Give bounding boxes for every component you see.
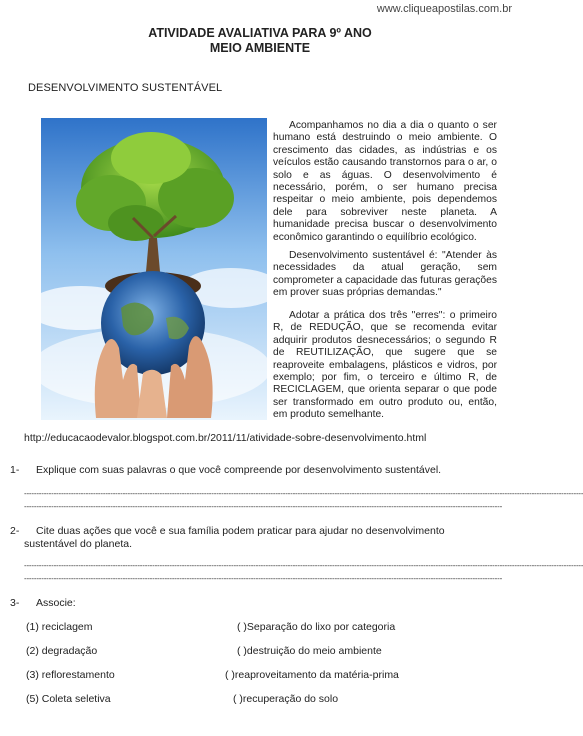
association-answer-slot[interactable]: ( )reaproveitamento da matéria-prima	[225, 669, 399, 681]
association-term: (1) reciclagem	[26, 621, 93, 633]
association-term: (2) degradação	[26, 645, 98, 657]
question-2-text-line-2: sustentável do planeta.	[24, 538, 132, 550]
question-2-text-line-1: Cite duas ações que você e sua família podem praticar para ajudar no desenvolvimento	[36, 525, 445, 537]
section-title: DESENVOLVIMENTO SUSTENTÁVEL	[28, 82, 223, 94]
association-term: (5) Coleta seletiva	[26, 693, 111, 705]
article-paragraph-2: Desenvolvimento sustentável é: "Atender às necessidades da atual geração, sem comprometer a capacidade das futuras gerações em prover suas próprias demandas."	[273, 250, 497, 299]
association-answer-slot[interactable]: ( )Separação do lixo por categoria	[237, 621, 396, 633]
article-paragraph-1: Acompanhamos no dia a dia o quanto o ser humano está destruindo o meio ambiente. O crescimento das cidades, as indústrias e os veículos estão causando transtornos para o ar, o solo e as águas. O desenvolvimento é necessário, porém, o ser humano precisa respeitar o meio ambiente, pois dependemos dele para sobreviver neste planeta. A humanidade precisa buscar o desenvolvimento econômico garantindo o equilíbrio ecológico.	[273, 120, 497, 243]
page-subtitle: MEIO AMBIENTE	[209, 41, 311, 55]
question-3-number: 3-	[10, 597, 20, 609]
question-3-text: Associe:	[36, 597, 76, 609]
answer-line[interactable]: -----------------------------------------------------------------------------------------------------------------------------------------------------------------------------------------------------------------------------------	[24, 489, 583, 498]
site-watermark: www.cliqueapostilas.com.br	[376, 3, 512, 15]
question-1-text: Explique com suas palavras o que você compreende por desenvolvimento sustentável.	[36, 464, 442, 476]
page-title: ATIVIDADE AVALIATIVA PARA 9º ANO	[148, 26, 372, 40]
question-2-number: 2-	[10, 525, 20, 537]
source-link[interactable]: http://educacaodevalor.blogspot.com.br/2011/11/atividade-sobre-desenvolvimento.html	[24, 432, 427, 444]
question-1-number: 1-	[10, 464, 20, 476]
answer-line[interactable]: -----------------------------------------------------------------------------------------------------------------------------------------------------------------------------------------------------------------------------------	[24, 561, 583, 570]
association-term: (3) reflorestamento	[26, 669, 115, 681]
article-paragraph-3: Adotar a prática dos três "erres": o primeiro R, de REDUÇÃO, que se recomenda evitar adquirir produtos desnecessários; o segundo R de REUTILIZAÇÃO, que sugere que se reaproveite embalagens, plásticos e vidros, por exemplo; por fim, o terceiro e último R, de RECICLAGEM, que orienta separar o que pode ser transformado em outro produto ou, então, em produto semelhante.	[273, 310, 497, 421]
answer-line[interactable]: --------------------------------------------------------------------------------------------------------------------------------------------------------------------------------------------------	[24, 502, 503, 511]
association-answer-slot[interactable]: ( )destruição do meio ambiente	[237, 645, 382, 657]
association-answer-slot[interactable]: ( )recuperação do solo	[233, 693, 339, 705]
answer-line[interactable]: --------------------------------------------------------------------------------------------------------------------------------------------------------------------------------------------------	[24, 574, 503, 583]
tree-on-globe-in-hands-photo	[41, 118, 267, 420]
